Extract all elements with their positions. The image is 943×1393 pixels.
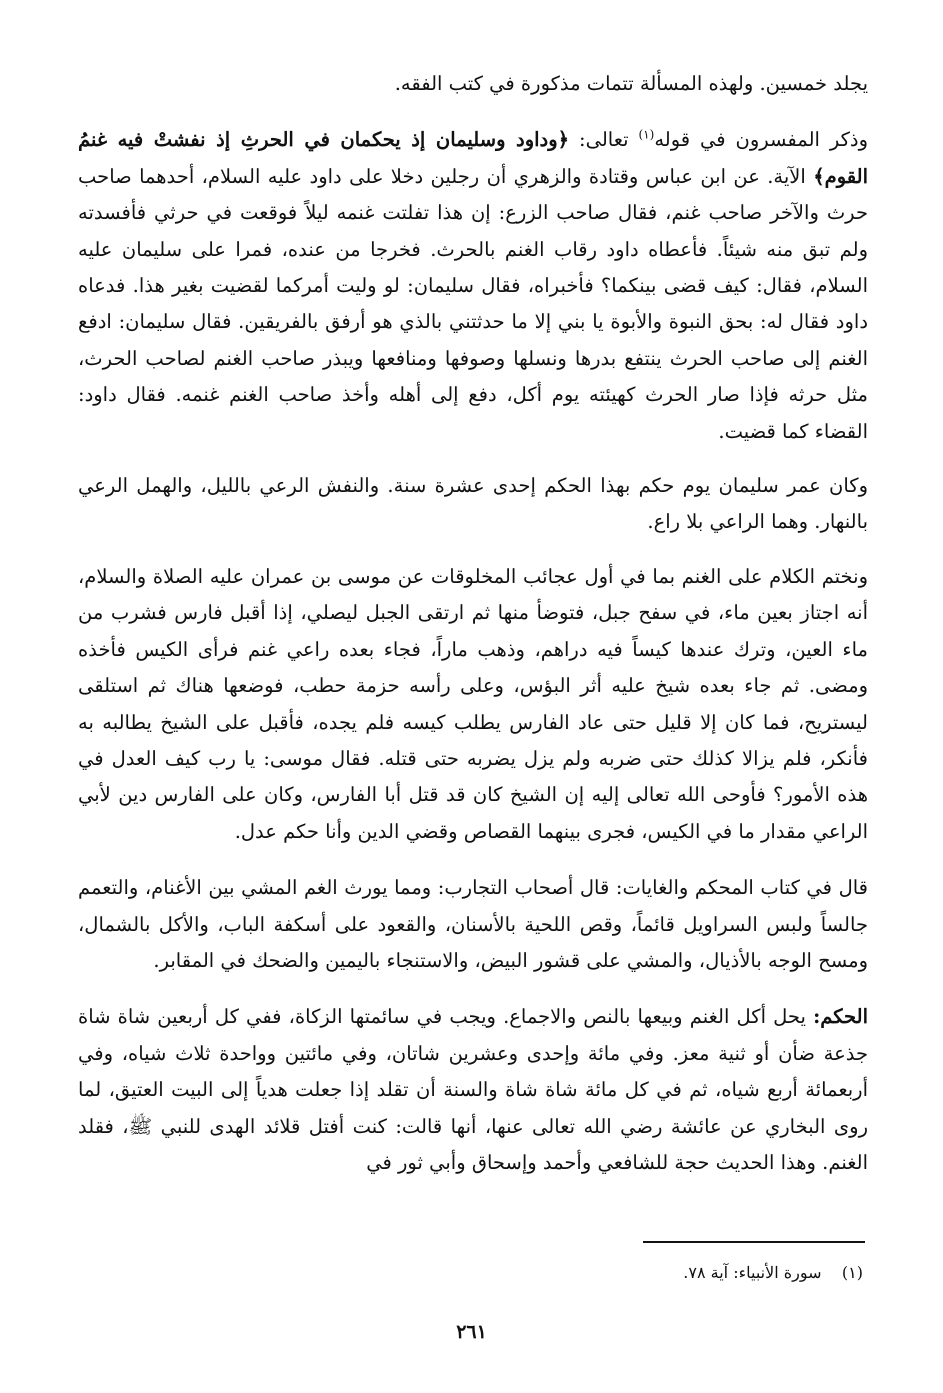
tafsir-intro: وذكر المفسرون في قوله	[654, 128, 868, 152]
page-body	[78, 66, 868, 1181]
footnote	[683, 1261, 863, 1285]
paragraph-muhkam: قال في كتاب المحكم والغايات: قال أصحاب التجارب: ومما يورث الغم المشي بين الأغنام، والتعمم جالساً ولبس السراويل قائماً، وقص اللحية بالأسنان، والقعود على أسكفة الباب، والأكل بالشمال، ومسح الوجه بالأذيال، والمشي على قشور البيض، والاستنجاء باليمين والضحك في المقابر.	[78, 876, 868, 972]
footnote-marker: (١)	[841, 1263, 863, 1282]
paragraph-ruling	[78, 999, 868, 1181]
footnote-reference[interactable]: (١)	[638, 127, 655, 142]
page-number: ٢٦١	[456, 1321, 487, 1343]
paragraph-musa-story: ونختم الكلام على الغنم بما في أول عجائب المخلوقات عن موسى بن عمران عليه الصلاة والسلام، أنه اجتاز بعين ماء، في سفح جبل، فتوضأ منها ثم ارتقى الجبل ليصلي، إذا أقبل فارس فشرب من ماء العين، وترك عندها كيساً فيه دراهم، وذهب ماراً، فجاء بعده راعي غنم فرأى الكيس فأخذه ومضى. ثم جاء بعده شيخ عليه أثر البؤس، وعلى رأسه حزمة حطب، فوضعها هناك ثم استلقى ليستريح، فما كان إلا قليل حتى عاد الفارس يطلب كيسه فلم يجده، فأقبل على الشيخ يطالبه به فأنكر، فلم يزالا كذلك حتى ضربه ولم يزل يضربه حتى قتله. فقال موسى: يا رب كيف العدل في هذه الأمور؟ فأوحى الله تعالى إليه إن الشيخ كان قد قتل أبا الفارس، وكان على الفارس دين لأبي الراعي مقدار ما في الكيس، فجرى بينهما القصاص وقضي الدين وأنا حكم عدل.	[78, 564, 868, 843]
footnote-text: سورة الأنبياء: آية ٧٨.	[683, 1263, 822, 1282]
paragraph-tafsir	[78, 122, 868, 450]
footnote-divider	[643, 1241, 865, 1243]
verse-lead: تعالى:	[569, 128, 639, 152]
paragraph-intro: يجلد خمسين. ولهذه المسألة تتمات مذكورة في كتب الفقه.	[394, 72, 868, 95]
quran-verse: ﴿وداود وسليمان إذ يحكمان في الحرثِ إذ نفشتْ فيه غنمُ القوم﴾	[78, 128, 868, 188]
ruling-heading: الحكم:	[813, 1005, 868, 1029]
ruling-text: يحل أكل الغنم وبيعها بالنص والاجماع. ويجب في سائمتها الزكاة، ففي كل أربعين شاة شاة جذعة ضأن أو ثنية معز. وفي مائة وإحدى وعشرين شاتان، وفي مائتين وواحدة ثلاث شياه، وفي أربعمائة أربع شياه، ثم في كل مائة شاة شاة والسنة أن تقلد إذا جعلت هدياً إلى البيت العتيق، لما روى البخاري عن عائشة رضي الله تعالى عنها، أنها قالت: كنت أفتل قلائد الهدى للنبي ﷺ، فقلد الغنم. وهذا الحديث حجة للشافعي وأحمد وإسحاق وأبي ثور في	[78, 1005, 868, 1174]
tafsir-body: الآية. عن ابن عباس وقتادة والزهري أن رجلين دخلا على داود عليه السلام، أحدهما صاحب حرث والآخر صاحب غنم، فقال صاحب الزرع: إن هذا تفلتت غنمه ليلاً فوقعت في حرثي فأفسدته ولم تبق منه شيئاً. فأعطاه داود رقاب الغنم بالحرث. فخرجا من عنده، فمرا على سليمان عليه السلام، فقال: كيف قضى بينكما؟ فأخبراه، فقال سليمان: لو وليت أمركما لقضيت بغير هذا. فدعاه داود فقال له: بحق النبوة والأبوة يا بني إلا ما حدثتني بالذي هو أرفق بالفريقين. فقال سليمان: ادفع الغنم إلى صاحب الحرث ينتفع بدرها ونسلها وصوفها ومنافعها ويبذر صاحب الغنم لصاحب الحرث، مثل حرثه فإذا صار الحرث كهيئته يوم أكل، دفع إلى أهله وأخذ صاحب الغنم غنمه. فقال داود: القضاء كما قضيت.	[78, 164, 868, 443]
paragraph-age: وكان عمر سليمان يوم حكم بهذا الحكم إحدى عشرة سنة. والنفش الرعي بالليل، والهمل الرعي بالنهار. وهما الراعي بلا راع.	[78, 474, 868, 534]
